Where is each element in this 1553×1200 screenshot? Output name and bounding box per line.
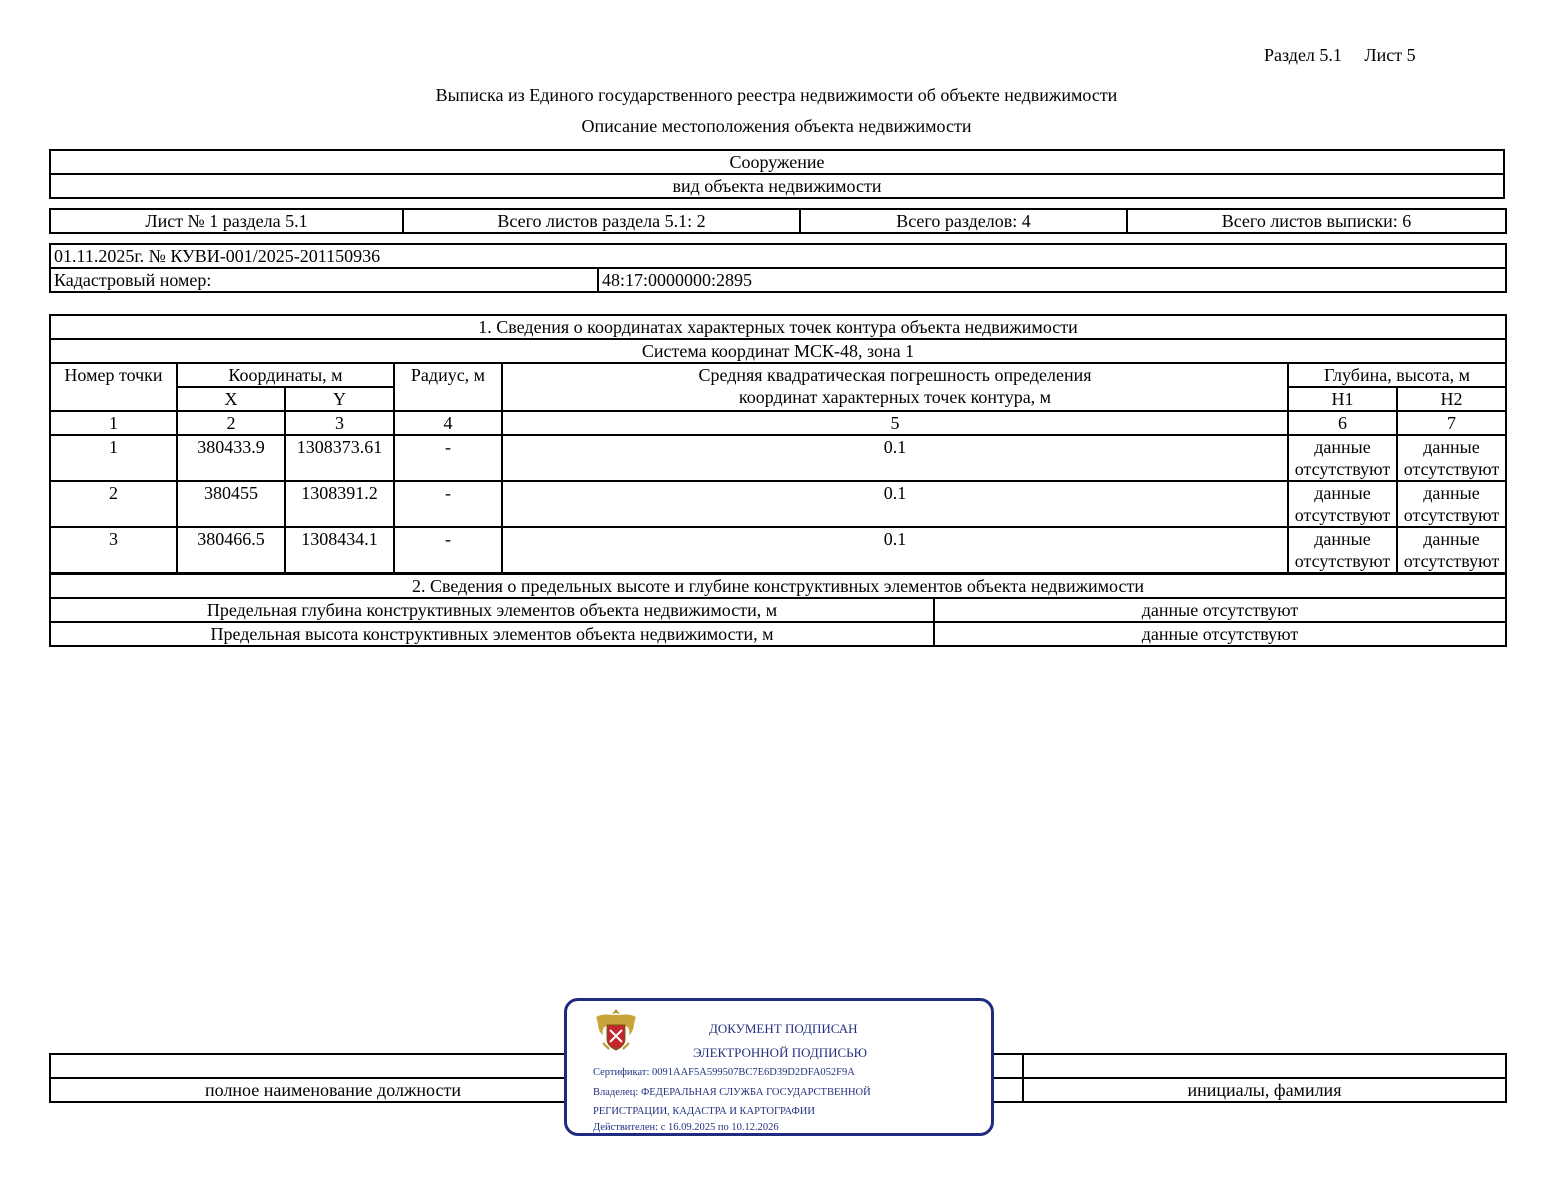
coord-x: 380466.5 xyxy=(177,527,285,573)
sheet-of-section: Лист № 1 раздела 5.1 xyxy=(50,209,403,233)
table-row xyxy=(50,435,1506,481)
column-number-row xyxy=(50,411,1506,435)
coord-x: 380433.9 xyxy=(177,435,285,481)
coord-y: 1308373.61 xyxy=(285,435,394,481)
error: 0.1 xyxy=(502,481,1288,527)
point-number: 3 xyxy=(50,527,177,573)
point-number: 1 xyxy=(50,435,177,481)
limits-table xyxy=(49,573,1507,647)
table-row xyxy=(50,527,1506,573)
h1-line2: отсутствуют xyxy=(1294,459,1391,479)
h1 xyxy=(1288,481,1397,527)
radius: - xyxy=(394,435,502,481)
depth-label: Предельная глубина конструктивных элементов объекта недвижимости, м xyxy=(50,598,934,622)
position-caption: полное наименование должности xyxy=(50,1078,616,1102)
column-number: 3 xyxy=(285,411,394,435)
stamp-title-line1: ДОКУМЕНТ ПОДПИСАН xyxy=(709,1021,858,1036)
coordinates-table xyxy=(49,314,1507,574)
radius: - xyxy=(394,481,502,527)
sheets-info-table xyxy=(49,208,1507,234)
coords-section-title: 1. Сведения о координатах характерных точек контура объекта недвижимости xyxy=(50,315,1506,339)
stamp-owner-line2: РЕГИСТРАЦИИ, КАДАСТРА И КАРТОГРАФИИ xyxy=(593,1106,815,1117)
document-subtitle: Описание местоположения объекта недвижимости xyxy=(581,116,972,136)
column-number: 1 xyxy=(50,411,177,435)
col-h2-header: H2 xyxy=(1397,387,1506,411)
col-y-header: Y xyxy=(285,387,394,411)
stamp-title-line2: ЭЛЕКТРОННОЙ ПОДПИСЬЮ xyxy=(693,1045,867,1060)
error: 0.1 xyxy=(502,527,1288,573)
cadastral-label: Кадастровый номер: xyxy=(50,268,598,292)
section-label: Раздел 5.1 xyxy=(1264,45,1342,65)
h1 xyxy=(1288,435,1397,481)
col-error-header xyxy=(502,363,1288,411)
coord-y: 1308434.1 xyxy=(285,527,394,573)
name-caption: инициалы, фамилия xyxy=(1023,1078,1506,1102)
depth-value: данные отсутствуют xyxy=(934,598,1506,622)
h1-line1: данные xyxy=(1314,529,1371,549)
col-point-header: Номер точки xyxy=(50,363,177,411)
h1-line1: данные xyxy=(1314,437,1371,457)
h2-line1: данные xyxy=(1423,437,1480,457)
position-line xyxy=(50,1054,616,1078)
h1-line2: отсутствуют xyxy=(1294,505,1391,525)
column-number: 2 xyxy=(177,411,285,435)
h2 xyxy=(1397,527,1506,573)
coat-of-arms-icon xyxy=(591,1005,641,1055)
h2 xyxy=(1397,435,1506,481)
col-error-line2: координат характерных точек контура, м xyxy=(738,387,1052,407)
coord-x: 380455 xyxy=(177,481,285,527)
stamp-owner: Владелец: ФЕДЕРАЛЬНАЯ СЛУЖБА ГОСУДАРСТВЕННОЙ xyxy=(593,1087,871,1098)
error: 0.1 xyxy=(502,435,1288,481)
h2-line2: отсутствуют xyxy=(1403,459,1500,479)
h2-line1: данные xyxy=(1423,483,1480,503)
height-value: данные отсутствуют xyxy=(934,622,1506,646)
object-kind-caption: вид объекта недвижимости xyxy=(50,174,1504,198)
col-radius-header: Радиус, м xyxy=(394,363,502,411)
stamp-certificate: Сертификат: 0091AAF5A599507BC7E6D39D2DFA052F9A xyxy=(593,1067,855,1078)
col-depth-header: Глубина, высота, м xyxy=(1288,363,1506,387)
object-name: Сооружение xyxy=(50,150,1504,174)
col-x-header: X xyxy=(177,387,285,411)
column-number: 6 xyxy=(1288,411,1397,435)
object-type-table xyxy=(49,149,1505,199)
document-info-table xyxy=(49,243,1507,293)
h2-line1: данные xyxy=(1423,529,1480,549)
coord-y: 1308391.2 xyxy=(285,481,394,527)
radius: - xyxy=(394,527,502,573)
electronic-signature-stamp xyxy=(564,998,994,1136)
point-number: 2 xyxy=(50,481,177,527)
section-sheet-label xyxy=(1264,45,1416,66)
height-label: Предельная высота конструктивных элементов объекта недвижимости, м xyxy=(50,622,934,646)
stamp-valid: Действителен: с 16.09.2025 по 10.12.2026 xyxy=(593,1122,779,1133)
coords-system: Система координат МСК-48, зона 1 xyxy=(50,339,1506,363)
h2-line2: отсутствуют xyxy=(1403,551,1500,571)
col-error-line1: Средняя квадратическая погрешность определения xyxy=(698,365,1092,385)
h1 xyxy=(1288,527,1397,573)
column-number: 7 xyxy=(1397,411,1506,435)
limits-section-title: 2. Сведения о предельных высоте и глубине конструктивных элементов объекта недвижимости xyxy=(50,574,1506,598)
h2 xyxy=(1397,481,1506,527)
h1-line2: отсутствуют xyxy=(1294,551,1391,571)
total-section-sheets: Всего листов раздела 5.1: 2 xyxy=(403,209,800,233)
sheet-label: Лист 5 xyxy=(1364,45,1416,65)
cadastral-value: 48:17:0000000:2895 xyxy=(598,268,1506,292)
col-h1-header: H1 xyxy=(1288,387,1397,411)
col-coords-header: Координаты, м xyxy=(177,363,394,387)
h1-line1: данные xyxy=(1314,483,1371,503)
total-extract-sheets: Всего листов выписки: 6 xyxy=(1127,209,1506,233)
column-number: 4 xyxy=(394,411,502,435)
date-number: 01.11.2025г. № КУВИ-001/2025-201150936 xyxy=(50,244,1506,268)
h2-line2: отсутствуют xyxy=(1403,505,1500,525)
document-title: Выписка из Единого государственного реестра недвижимости об объекте недвижимости xyxy=(435,85,1118,105)
column-number: 5 xyxy=(502,411,1288,435)
total-sections: Всего разделов: 4 xyxy=(800,209,1127,233)
table-row xyxy=(50,481,1506,527)
name-line xyxy=(1023,1054,1506,1078)
